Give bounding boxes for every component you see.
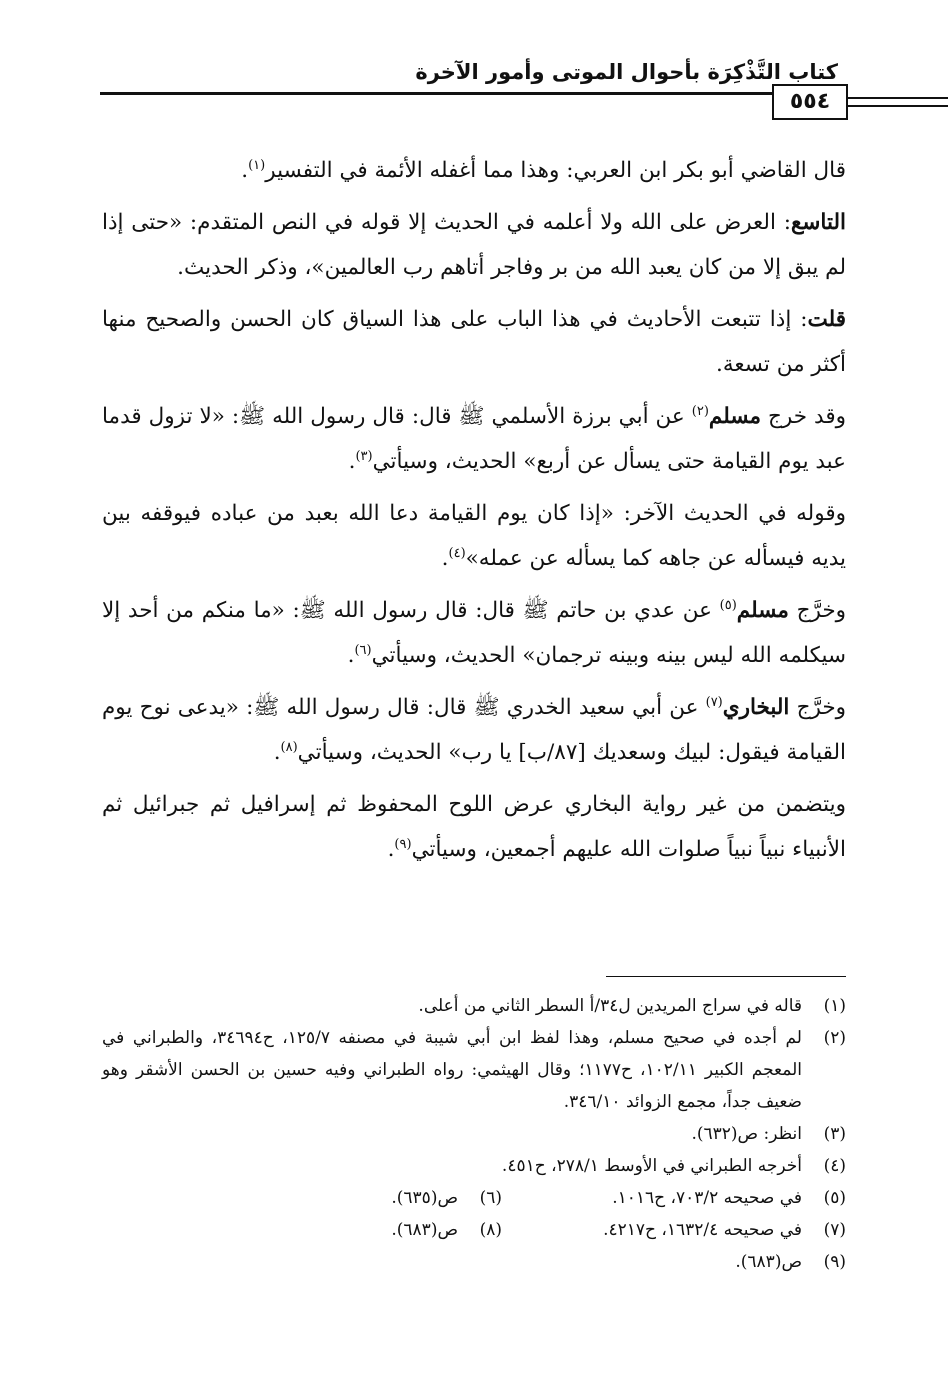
paragraph-5 (102, 491, 846, 581)
paragraph-text: ويتضمن من غير رواية البخاري عرض اللوح المحفوظ ثم إسرافيل ثم جبرائيل ثم الأنبياء نبياً نبياً صلوات الله عليهم أجمعين، وسيأتي (102, 792, 846, 862)
paragraph-4 (102, 394, 846, 484)
paragraph-text: عن أبي سعيد الخدري ﷺ قال: قال رسول الله ﷺ: «يدعى نوح يوم القيامة فيقول: لبيك وسعديك [٨٧/ب] يا رب» الحديث، وسيأتي (102, 695, 846, 765)
footnote-text: ص(٦٨٣). (735, 1252, 802, 1272)
footnote-ref: (٩) (394, 836, 412, 852)
footnote-6 (198, 1182, 502, 1214)
page-number: ٥٥٤ (772, 84, 848, 120)
footnote-1 (102, 990, 846, 1022)
footnote-number: (٥) (823, 1188, 846, 1208)
paragraph-lead: التاسع (790, 210, 846, 235)
paragraph-end: . (241, 158, 249, 183)
paragraph-8 (102, 782, 846, 872)
paragraph-lead: قلت (807, 307, 846, 332)
footnote-ref: (٥) (719, 597, 737, 613)
footnote-text: ص(٦٣٥). (391, 1188, 458, 1208)
source-name: مسلم (708, 404, 762, 429)
paragraph-text: وقوله في الحديث الآخر: «إذا كان يوم القيامة دعا الله بعبد من عباده فيوقفه بين يديه فيسأله عن جاهه كما يسأله عن عمله» (102, 501, 846, 571)
footnote-2 (102, 1022, 846, 1118)
paragraph-6 (102, 588, 846, 678)
paragraph-end: . (348, 449, 356, 474)
footnote-ref: (٢) (691, 403, 709, 419)
footnotes (102, 990, 846, 1278)
source-name: مسلم (736, 598, 789, 623)
footnote-4 (102, 1150, 846, 1182)
footnote-7 (502, 1214, 846, 1246)
footnote-text: لم أجده في صحيح مسلم، وهذا لفظ ابن أبي شيبة في مصنفه ١٢٥/٧، ح٣٤٦٩٤، والطبراني في المعجم الكبير ١٠٢/١١، ح١١٧٧؛ وقال الهيثمي: رواه الطبراني وفيه حسين بن الحسن الأشقر وهو ضعيف جداً، مجمع الزوائد ٣٤٦/١٠. (102, 1028, 802, 1112)
footnote-ref: (٦) (354, 642, 372, 658)
paragraph-text: قال القاضي أبو بكر ابن العربي: وهذا مما أغفله الأئمة في التفسير (265, 158, 846, 183)
footnote-number: (٨) (479, 1220, 502, 1240)
footnote-separator (606, 976, 846, 977)
header-rule (100, 92, 846, 95)
footnote-number: (٤) (823, 1156, 846, 1176)
footnote-8 (198, 1214, 502, 1246)
paragraph-text: وقد خرج (761, 404, 846, 429)
footnote-5 (502, 1182, 846, 1214)
footnote-text: انظر: ص(٦٣٢). (691, 1124, 802, 1144)
footnote-number: (٦) (479, 1188, 502, 1208)
footnote-ref: (٤) (448, 545, 466, 561)
paragraph-end: . (441, 546, 449, 571)
footnote-ref: (٣) (355, 448, 373, 464)
paragraph-text: : العرض على الله ولا أعلمه في الحديث إلا قوله في النص المتقدم: «حتى إذا لم يبق إلا من كان يعبد الله من بر وفاجر أتاهم رب العالمين»، وذكر الحديث. (102, 210, 846, 280)
paragraph-2 (102, 200, 846, 290)
main-text (102, 148, 846, 879)
footnote-number: (٩) (823, 1252, 846, 1272)
paragraph-3 (102, 297, 846, 387)
footnote-text: في صحيحه ٧٠٣/٢، ح١٠١٦. (612, 1188, 802, 1208)
footnote-number: (١) (823, 996, 846, 1016)
header-double-rule (848, 97, 948, 107)
paragraph-text: : إذا تتبعت الأحاديث في هذا الباب على هذا السياق كان الحسن والصحيح منها أكثر من تسعة. (102, 307, 846, 377)
paragraph-end: . (273, 740, 281, 765)
footnote-number: (٢) (823, 1028, 846, 1048)
footnote-row (102, 1214, 846, 1246)
footnote-text: قاله في سراج المريدين ل٣٤/أ السطر الثاني من أعلى. (418, 996, 802, 1016)
footnote-number: (٣) (823, 1124, 846, 1144)
footnote-ref: (٨) (280, 739, 298, 755)
footnote-9 (102, 1246, 846, 1278)
footnote-ref: (٧) (705, 694, 723, 710)
footnote-row (102, 1182, 846, 1214)
footnote-text: في صحيحه ١٦٣٢/٤، ح٤٢١٧. (603, 1220, 802, 1240)
paragraph-end: . (347, 643, 355, 668)
paragraph-1 (102, 148, 846, 193)
footnote-text: أخرجه الطبراني في الأوسط ٢٧٨/١، ح٤٥١. (501, 1156, 802, 1176)
footnote-ref: (١) (248, 157, 266, 173)
footnote-3 (102, 1118, 846, 1150)
paragraph-text: وخرَّج (789, 695, 846, 720)
paragraph-text: عن أبي برزة الأسلمي ﷺ قال: قال رسول الله ﷺ: «لا تزول قدما عبد يوم القيامة حتى يسأل عن أربع» الحديث، وسيأتي (102, 404, 846, 474)
footnote-text: ص(٦٨٣). (391, 1220, 458, 1240)
paragraph-text: وخرَّج (788, 598, 846, 623)
footnote-number: (٧) (823, 1220, 846, 1240)
paragraph-end: . (387, 837, 395, 862)
paragraph-text: عن عدي بن حاتم ﷺ قال: قال رسول الله ﷺ: «ما منكم من أحد إلا سيكلمه الله ليس بينه وبينه ترجمان» الحديث، وسيأتي (102, 598, 846, 668)
running-header-title: كتاب التَّذْكِرَة بأحوال الموتى وأمور الآخرة (415, 60, 838, 84)
source-name: البخاري (722, 695, 790, 720)
paragraph-7 (102, 685, 846, 775)
